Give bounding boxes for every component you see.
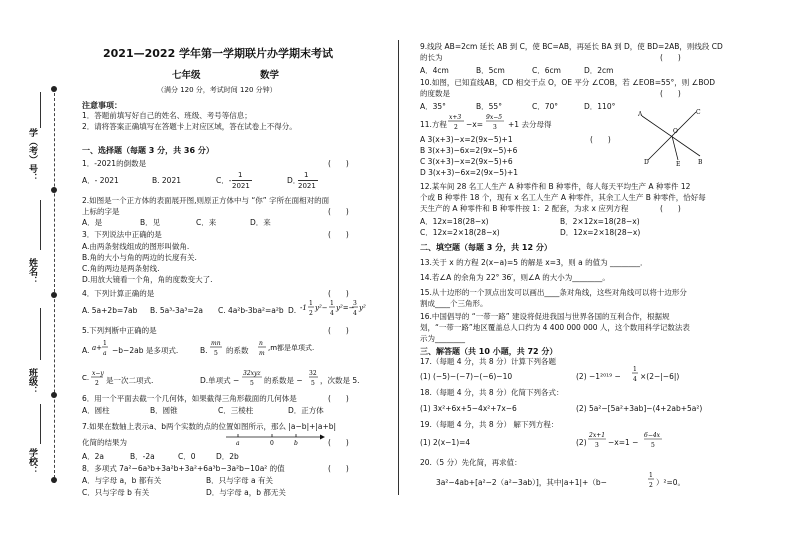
- q15-line1: 15.从十边形的一个顶点出发可以画出____条对角线，这些对角线可以将十边形分: [420, 288, 687, 297]
- svg-text:n: n: [259, 340, 263, 347]
- q6-option-a: A．圆柱: [82, 406, 110, 415]
- q17-heading: 17.（每题 4 分，共 8 分）计算下列各题: [420, 357, 557, 366]
- q18-part2: (2) 5a²−[5a²+3ab]−(4+2ab+5a²): [576, 404, 703, 413]
- svg-text:m: m: [259, 350, 265, 357]
- svg-text:2x+1: 2x+1: [589, 432, 606, 439]
- q16-line1: 16.中国倡导的 “一带一路” 建设将促进我国与世界各国的互利合作，根据规: [420, 312, 670, 321]
- q1-c-numerator: 1: [238, 171, 243, 179]
- q6-paren: ( ): [328, 394, 349, 403]
- q18-heading: 18.（每题 4 分，共 8 分）化简下列各式：: [420, 388, 564, 397]
- q10-point-e: E: [676, 161, 681, 168]
- svg-text:5: 5: [651, 442, 655, 449]
- section-2-title: 二、填空题（每题 3 分，共 12 分）: [420, 243, 552, 252]
- name-label: 姓名：: [27, 258, 37, 285]
- q19-fraction1: [588, 430, 610, 452]
- q7-option-c: C．0: [178, 452, 196, 461]
- q12-line3: 天生产的 A 种零件和 B 种零件按 1：2 配套，为求 x 应列方程: [420, 204, 629, 213]
- exam-info: （满分 120 分，考试时间 120 分钟）: [157, 86, 277, 94]
- q8-option-c: C．只与字母 b 有关: [82, 488, 150, 497]
- q4-option-a: A. 5a+2b=7ab: [82, 306, 138, 315]
- q1-option-b: B. 2021: [152, 176, 182, 185]
- exam-title: 2021—2022 学年第一学期联片办学期末考试: [103, 47, 334, 60]
- q6-option-c: C．三棱柱: [218, 406, 254, 415]
- q8-option-d: D．与字母 a，b 都无关: [206, 488, 286, 497]
- q1-d-numerator: 1: [304, 171, 309, 179]
- q8-option-b: B．只与字母 a 有关: [206, 476, 274, 485]
- q7-option-d: D．2b: [216, 452, 239, 461]
- q10-option-a: A．35°: [420, 102, 446, 111]
- q4-option-d-formula: [300, 298, 370, 324]
- q7-line2: 化简的结果为: [82, 438, 127, 447]
- q5-option-a-rest: −b−2ab 是多项式.: [112, 346, 179, 355]
- q12-line2: 个或 B 种零件 18 个，现有 x 名工人生产 A 种零件，其余工人生产 B 种零件，恰好每: [420, 193, 706, 202]
- q5-stem: 5.下列判断中正确的是: [82, 326, 157, 335]
- svg-text:3: 3: [353, 300, 357, 307]
- svg-text:4: 4: [330, 310, 334, 317]
- svg-text:3: 3: [595, 442, 599, 449]
- q12-option-b: B．2×12x=18(28−x): [560, 217, 640, 226]
- q1-option-c: C．-: [216, 176, 232, 185]
- binding-hole: [51, 392, 57, 398]
- q2-line2: 上标的字是: [82, 207, 120, 216]
- q6-option-d: D．正方体: [288, 406, 324, 415]
- q16-line3: 示为________: [420, 334, 465, 343]
- q5-option-b-rest: 的系数: [226, 346, 249, 355]
- q11-option-d: D 3(x+3)−6x=2(9x−5)+1: [420, 168, 519, 177]
- svg-text:C.: C.: [82, 374, 90, 382]
- q1-d-denominator: 2021: [298, 182, 316, 190]
- svg-text:y²: y²: [359, 304, 366, 312]
- notice-title: 注意事项：: [82, 101, 122, 110]
- q2-option-b: B．见: [140, 218, 161, 227]
- svg-text:0: 0: [270, 440, 274, 447]
- q5-option-d: D.单项式 −: [200, 376, 240, 385]
- q6-stem: 6．用一个平面去截一个几何体，如果截得三角形截面的几何体是: [82, 394, 297, 403]
- q17-part2-tail: ×(2−|−6|): [640, 372, 680, 381]
- binding-field-line: [40, 200, 41, 250]
- q11-paren: ( ): [590, 135, 611, 144]
- q16-line2: 划，“一带一路”地区覆盖总人口约为 4 400 000 000 人，这个数用科学记数法表: [420, 323, 690, 332]
- binding-field-line: [40, 308, 41, 360]
- svg-text:y²−: y²−: [315, 304, 328, 312]
- q20-expression-tail: ）²=0。: [656, 478, 686, 487]
- svg-text:y²=−: y²=−: [336, 304, 355, 312]
- svg-text:x+3: x+3: [449, 114, 462, 121]
- q10-line1: 10.如图，已知直线AB，CD 相交于点 O，OE 平分 ∠COB，若 ∠EOB=55°，则 ∠BOD: [420, 78, 716, 87]
- q10-figure-intersecting-lines: [638, 108, 704, 166]
- svg-text:2: 2: [454, 124, 458, 131]
- q10-point-a: A: [638, 111, 643, 118]
- svg-text:2: 2: [309, 310, 313, 317]
- svg-text:x−y: x−y: [92, 370, 104, 377]
- q2-option-a: A．是: [82, 218, 103, 227]
- svg-text:5: 5: [214, 350, 218, 357]
- q4-option-c: C. 4a²b-3ba²=a²b: [218, 306, 284, 315]
- column-divider: [398, 40, 399, 495]
- svg-text:mn: mn: [211, 340, 221, 347]
- binding-hole: [51, 477, 57, 483]
- q1-option-d: D．: [287, 176, 301, 185]
- svg-text:5: 5: [250, 380, 254, 387]
- q10-point-c: C: [696, 109, 701, 116]
- q3-option-d: D.用放大镜看一个角，角的度数变大了.: [82, 275, 213, 284]
- svg-text:a: a: [103, 350, 107, 357]
- q19-part2-mid: −x=1 −: [608, 438, 639, 447]
- q4-option-b: B. 5a³-3a³=2a: [150, 306, 204, 315]
- q5-a-fraction: [92, 338, 112, 360]
- q11-option-b: B 3(x+3)−6x=2(9x−5)+6: [420, 146, 518, 155]
- binding-hole: [51, 292, 57, 298]
- q7-line1: 7.如果在数轴上表示a、b两个实数的点的位置如图所示，那么 |a−b|+|a+b|: [82, 422, 337, 431]
- notice-item: 1．答题前填写好自己的姓名、班级、考号等信息；: [82, 111, 252, 120]
- svg-text:b: b: [294, 440, 298, 447]
- notice-item: 2．请将答案正确填写在答题卡上对应区域，答在试卷上不得分。: [82, 122, 297, 131]
- q5-option-d-tail: ，次数是 5.: [320, 376, 360, 385]
- q5-option-d-rest: 的系数是 −: [264, 376, 303, 385]
- q12-option-a: A．12x=18(28−x): [420, 217, 489, 226]
- q1-paren: ( ): [328, 159, 349, 168]
- q10-point-o: O: [673, 128, 678, 135]
- section-1-title: 一、选择题（每题 3 分，共 36 分）: [82, 146, 214, 155]
- svg-text:32xyz: 32xyz: [243, 370, 261, 377]
- q5-option-b: B.: [200, 346, 208, 355]
- svg-text:6−4x: 6−4x: [644, 432, 661, 439]
- svg-text:4: 4: [633, 376, 637, 383]
- class-label: 班级：: [27, 368, 37, 395]
- q8-stem: 8．多项式 7a²−6a³b+3a²b+3a²+6a³b−3a²b−10a² 的值: [82, 464, 285, 473]
- q10-option-c: C．70°: [532, 102, 559, 111]
- q10-option-b: B．55°: [476, 102, 502, 111]
- q10-option-d: D．110°: [584, 102, 616, 111]
- q4-stem: 4．下列计算正确的是: [82, 289, 155, 298]
- q18-part1: (1) 3x²+6x+5−4x²+7x−6: [420, 404, 517, 413]
- q2-option-d: D．来: [250, 218, 271, 227]
- q5-paren: ( ): [328, 326, 349, 335]
- grade-label: 七年级: [172, 70, 201, 81]
- q5-option-a: A.: [82, 346, 90, 355]
- q4-paren: ( ): [328, 289, 349, 298]
- svg-text:2: 2: [95, 380, 99, 387]
- q19-part2-label: (2): [576, 438, 587, 447]
- q13-text: 13.关于 x 的方程 2(x−a)=5 的解是 x=3，则 a 的值为 ________．: [420, 258, 648, 267]
- student-no-label: 学（考）号：: [27, 128, 37, 182]
- q9-option-c: C．6cm: [532, 66, 561, 75]
- q1-stem: 1．-2021的倒数是: [82, 159, 147, 168]
- q19-fraction2: [644, 430, 666, 452]
- q6-option-b: B．圆锥: [150, 406, 178, 415]
- q9-option-a: A．4cm: [420, 66, 449, 75]
- q9-option-d: D．2cm: [584, 66, 614, 75]
- q5-b-extra: [258, 338, 318, 360]
- q3-paren: ( ): [328, 230, 349, 239]
- q19-part1: (1) 2(x−1)=4: [420, 438, 471, 447]
- binding-field-line: [40, 404, 41, 444]
- q20-heading: 20.（5 分）先化简，再求值：: [420, 458, 522, 467]
- q11-middle: −x=: [466, 120, 484, 129]
- q11-prefix: 11.方程: [420, 120, 447, 129]
- q9-option-b: B．5cm: [476, 66, 505, 75]
- q5-c-fraction: [82, 368, 104, 390]
- binding-field-line: [40, 92, 41, 128]
- q7-option-a: A．2a: [82, 452, 104, 461]
- q12-line1: 12.某车间 28 名工人生产 A 种零件和 B 种零件，每人每天平均生产 A 种零件 12: [420, 182, 691, 191]
- section-3-title: 三、解答题（共 10 小题，共 72 分）: [420, 347, 558, 356]
- q20-expression: 3a²−4ab+[a²−2（a²−3ab）]，其中|a+1|+（b−: [436, 478, 607, 487]
- binding-hole: [51, 86, 57, 92]
- q1-c-denominator: 2021: [232, 182, 250, 190]
- q8-paren: ( ): [328, 464, 349, 473]
- q5-option-c: 是一次二项式.: [106, 376, 154, 385]
- q9-line2: 的长为: [420, 53, 443, 62]
- binding-dashed-line: [54, 88, 55, 483]
- svg-text:1: 1: [330, 300, 334, 307]
- q19-heading: 19.（每题 4 分，共 8 分） 解下列方程：: [420, 420, 559, 429]
- svg-text:32: 32: [309, 370, 317, 377]
- svg-text:9x−5: 9x−5: [486, 114, 503, 121]
- q15-line2: 割成____个三角形。: [420, 299, 488, 308]
- svg-text:-1: -1: [300, 304, 307, 312]
- svg-text:3: 3: [493, 124, 497, 131]
- q3-stem: 3．下列说法中正确的是: [82, 230, 162, 239]
- q12-paren: ( ): [660, 204, 681, 213]
- q2-option-c: C．来: [196, 218, 217, 227]
- svg-text:1: 1: [633, 366, 637, 373]
- q7-option-b: B．-2a: [130, 452, 155, 461]
- svg-text:2: 2: [649, 482, 653, 489]
- q9-paren: ( ): [660, 53, 681, 62]
- school-label: 学校：: [27, 448, 37, 475]
- q8-option-a: A．与字母 a，b 都有关: [82, 476, 162, 485]
- q10-paren: ( ): [660, 89, 681, 98]
- q11-suffix: +1 去分母得: [508, 120, 552, 129]
- q14-text: 14.若∠A 的余角为 22° 36′，则∠A 的大小为________。: [420, 273, 610, 282]
- svg-text:a+: a+: [92, 344, 103, 352]
- svg-text:,m都是单项式.: ,m都是单项式.: [268, 344, 315, 352]
- svg-text:a: a: [236, 440, 240, 447]
- binding-hole: [51, 187, 57, 193]
- q3-option-b: B.角的大小与角的两边的长度有关.: [82, 253, 197, 262]
- svg-text:5: 5: [311, 380, 315, 387]
- q7-number-line: [226, 432, 326, 446]
- svg-text:4: 4: [353, 310, 357, 317]
- q10-point-b: B: [698, 159, 703, 166]
- q12-option-d: D．12x=2×18(28−x): [560, 228, 641, 237]
- q9-line1: 9.线段 AB=2cm 延长 AB 到 C，使 BC=AB，再延长 BA 到 D，使 BD=2AB，则线段 CD: [420, 42, 723, 51]
- q3-option-a: A.由两条射线组成的图形叫做角.: [82, 242, 190, 251]
- q17-part2: (2) −1²⁰¹⁹ −: [576, 372, 621, 381]
- q17-part1: (1) (−5)−(−7)−(−6)−10: [420, 372, 513, 381]
- q11-option-a: A 3(x+3)−x=2(9x−5)+1: [420, 135, 513, 144]
- q2-paren: ( ): [328, 207, 349, 216]
- q12-option-c: C．12x=2×18(28−x): [420, 228, 500, 237]
- q10-point-d: D: [644, 159, 649, 166]
- q11-option-c: C 3(x+3)−x=2(9x−5)+6: [420, 157, 513, 166]
- q3-option-c: C.角的两边是两条射线.: [82, 264, 160, 273]
- q1-option-a: A．- 2021: [82, 176, 119, 185]
- q10-line2: 的度数是: [420, 89, 450, 98]
- svg-text:1: 1: [103, 340, 107, 347]
- q4-option-d: D.: [288, 306, 297, 315]
- q7-paren: ( ): [328, 438, 349, 447]
- svg-text:1: 1: [309, 300, 313, 307]
- q2-line1: 2.如图是一个正方体的表面展开图,则原正方体中与 “你” 字所在面相对的面: [82, 196, 330, 205]
- subject-label: 数学: [260, 70, 280, 81]
- svg-text:1: 1: [649, 472, 653, 479]
